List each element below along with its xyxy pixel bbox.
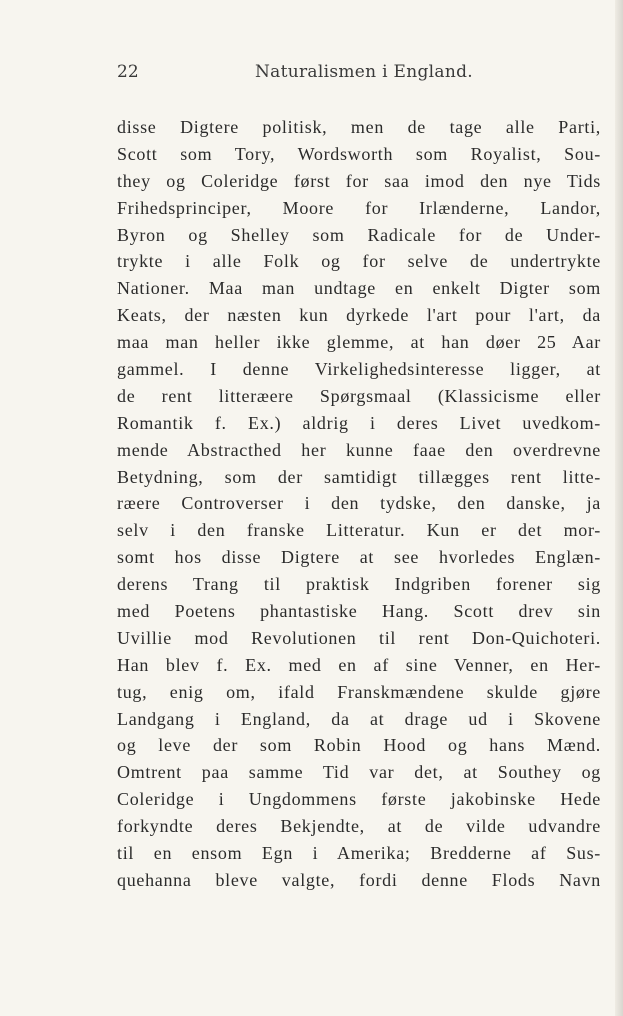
text-line: Nationer. Maa man undtage en enkelt Digter som <box>117 278 601 299</box>
text-line: ræere Controverser i den tydske, den danske, ja <box>117 493 601 514</box>
text-line: til en ensom Egn i Amerika; Bredderne af Sus- <box>117 843 601 864</box>
text-line: de rent litteræere Spørgsmaal (Klassicisme eller <box>117 385 601 406</box>
text-line: tug, enig om, ifald Franskmændene skulde gjøre <box>117 681 601 702</box>
text-line: they og Coleridge først for saa imod den nye Tids <box>117 170 601 191</box>
text-line: forkyndte deres Bekjendte, at de vilde udvandre <box>117 816 601 837</box>
text-line: Romantik f. Ex.) aldrig i deres Livet uvedkom- <box>117 412 601 433</box>
text-line: Frihedsprinciper, Moore for Irlænderne, Landor, <box>117 197 601 218</box>
running-title: Naturalismen i England. <box>255 62 473 82</box>
text-line: Coleridge i Ungdommens første jakobinske Hede <box>117 789 601 810</box>
text-line: Omtrent paa samme Tid var det, at Southey og <box>117 762 601 783</box>
text-line: Byron og Shelley som Radicale for de Under- <box>117 224 601 245</box>
page-edge-shadow <box>615 0 623 1016</box>
body-text <box>117 114 601 894</box>
text-line: Landgang i England, da at drage ud i Skovene <box>117 708 601 729</box>
text-line: med Poetens phantastiske Hang. Scott drev sin <box>117 601 601 622</box>
text-line: mende Abstracthed her kunne faae den overdrevne <box>117 439 601 460</box>
text-line: Betydning, som der samtidigt tillægges rent litte- <box>117 466 601 487</box>
text-line: maa man heller ikke glemme, at han døer 25 Aar <box>117 332 601 353</box>
page-number: 22 <box>117 62 139 82</box>
text-line: disse Digtere politisk, men de tage alle Parti, <box>117 117 601 137</box>
text-line: quehanna bleve valgte, fordi denne Flods Navn <box>117 869 601 890</box>
text-line: Scott som Tory, Wordsworth som Royalist, Sou- <box>117 143 601 164</box>
text-line: Uvillie mod Revolutionen til rent Don-Quichoteri. <box>117 627 601 648</box>
text-line: trykte i alle Folk og for selve de undertrykte <box>117 251 601 272</box>
text-line: derens Trang til praktisk Indgriben forener sig <box>117 574 601 595</box>
text-line: og leve der som Robin Hood og hans Mænd. <box>117 735 601 756</box>
text-line: Han blev f. Ex. med en af sine Venner, en Her- <box>117 654 601 675</box>
text-line: somt hos disse Digtere at see hvorledes Englæn- <box>117 547 601 568</box>
text-line: gammel. I denne Virkelighedsinteresse ligger, at <box>117 359 601 380</box>
text-line: selv i den franske Litteratur. Kun er det mor- <box>117 520 601 541</box>
text-line: Keats, der næsten kun dyrkede l'art pour l'art, da <box>117 305 601 326</box>
page-header <box>117 62 597 86</box>
